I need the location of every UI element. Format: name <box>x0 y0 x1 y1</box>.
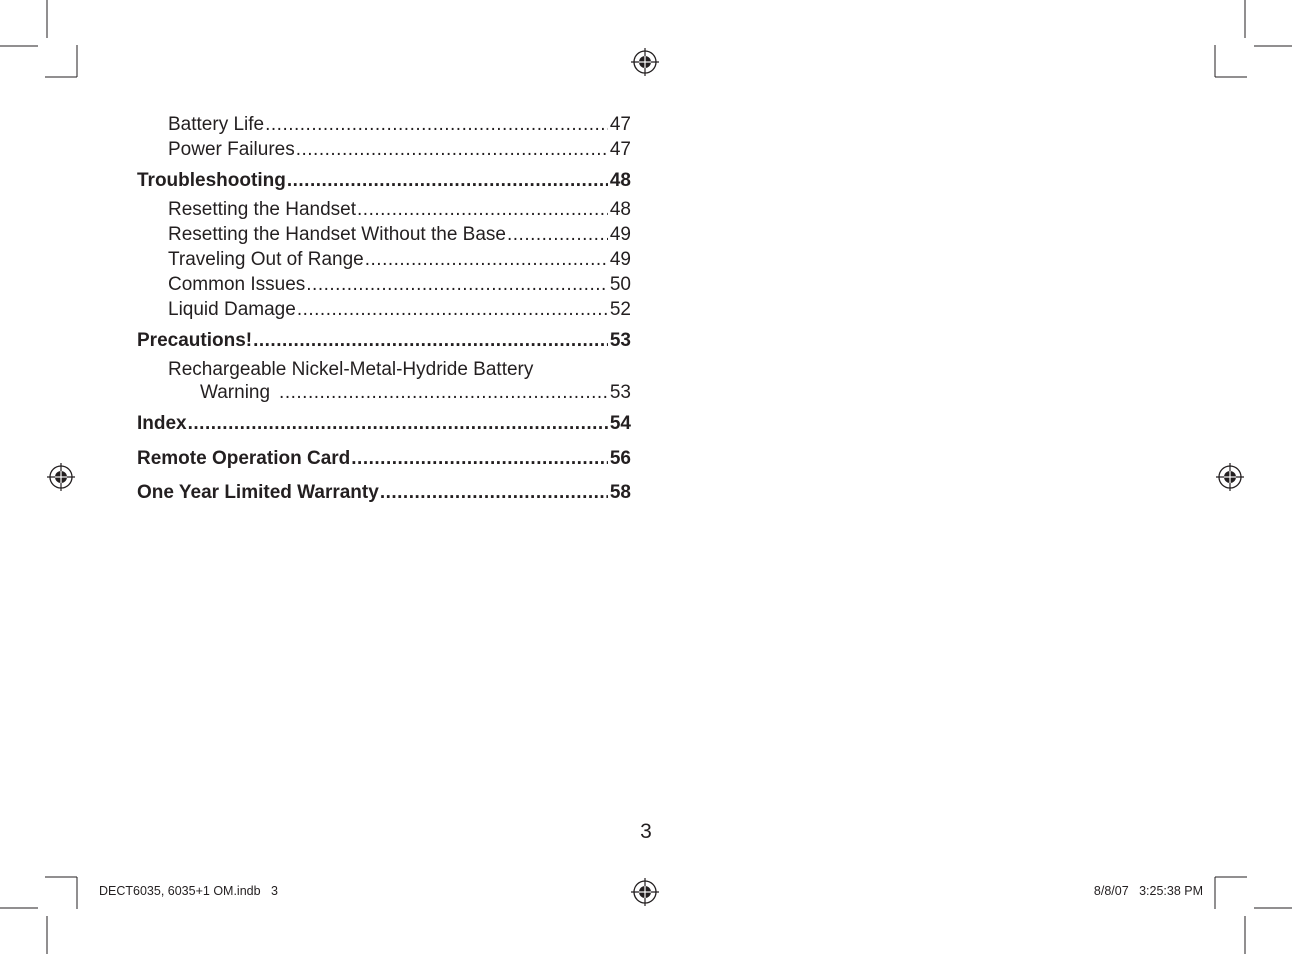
toc-entry-title: Common Issues <box>168 274 306 295</box>
registration-target-left <box>47 463 75 491</box>
toc-section-index[interactable] <box>137 412 631 436</box>
toc-section-page: 48 <box>609 170 631 191</box>
toc-entry-liquid-damage[interactable] <box>137 297 631 322</box>
registration-target-bottom <box>631 878 659 906</box>
toc-section-page: 58 <box>609 482 631 503</box>
toc-entry-battery-warning[interactable] <box>137 381 631 405</box>
toc-entry-power-failures[interactable] <box>137 137 631 162</box>
toc-dot-leader <box>507 222 608 247</box>
toc-entry-title: Warning <box>200 382 271 403</box>
toc-entry-page: 48 <box>609 199 631 220</box>
toc-section-warranty[interactable] <box>137 481 631 505</box>
toc-section-page: 54 <box>609 413 631 434</box>
toc-entry-page: 47 <box>609 114 631 135</box>
toc-entry-title: Liquid Damage <box>168 299 296 320</box>
table-of-contents <box>137 112 631 505</box>
registration-target-top <box>631 48 659 76</box>
toc-entry-battery-warning-line1[interactable]: Rechargeable Nickel-Metal-Hydride Battery <box>168 359 534 380</box>
toc-section-title: Precautions! <box>137 330 253 351</box>
toc-dot-leader <box>287 169 608 193</box>
slug-file-name: DECT6035, 6035+1 OM.indb 3 <box>99 884 278 898</box>
registration-target-right <box>1216 463 1244 491</box>
toc-entry-resetting-handset[interactable] <box>137 197 631 222</box>
toc-entry-title: Battery Life <box>168 114 265 135</box>
toc-section-title: Remote Operation Card <box>137 448 351 469</box>
toc-section-remote-operation-card[interactable] <box>137 447 631 471</box>
toc-dot-leader <box>357 197 608 222</box>
toc-dot-leader <box>297 297 608 322</box>
toc-section-precautions[interactable] <box>137 329 631 353</box>
toc-section-title: Index <box>137 413 187 434</box>
toc-entry-page: 49 <box>609 249 631 270</box>
toc-entry-title: Resetting the Handset <box>168 199 357 220</box>
toc-entry-common-issues[interactable] <box>137 272 631 297</box>
toc-dot-leader <box>296 137 608 162</box>
slug-timestamp: 8/8/07 3:25:38 PM <box>1093 884 1203 898</box>
toc-dot-leader <box>265 112 608 137</box>
toc-section-title: One Year Limited Warranty <box>137 482 379 503</box>
toc-dot-leader <box>279 381 608 405</box>
toc-entry-resetting-without-base[interactable] <box>137 222 631 247</box>
toc-entry-title: Power Failures <box>168 139 295 160</box>
page-number: 3 <box>640 820 652 843</box>
toc-entry-page: 53 <box>609 382 631 403</box>
toc-entry-battery-life[interactable] <box>137 112 631 137</box>
toc-section-page: 56 <box>609 448 631 469</box>
toc-entry-title: Resetting the Handset Without the Base <box>168 224 506 245</box>
toc-entry-title: Traveling Out of Range <box>168 249 364 270</box>
toc-dot-leader <box>380 481 608 505</box>
toc-dot-leader <box>188 412 608 436</box>
toc-section-title: Troubleshooting <box>137 170 286 191</box>
toc-entry-traveling-out-of-range[interactable] <box>137 247 631 272</box>
toc-section-troubleshooting[interactable] <box>137 169 631 193</box>
toc-dot-leader <box>365 247 608 272</box>
toc-dot-leader <box>253 329 608 353</box>
toc-entry-page: 52 <box>609 299 631 320</box>
toc-dot-leader <box>351 447 608 471</box>
toc-entry-page: 47 <box>609 139 631 160</box>
toc-entry-page: 49 <box>609 224 631 245</box>
toc-entry-page: 50 <box>609 274 631 295</box>
toc-dot-leader <box>306 272 608 297</box>
toc-section-page: 53 <box>609 330 631 351</box>
